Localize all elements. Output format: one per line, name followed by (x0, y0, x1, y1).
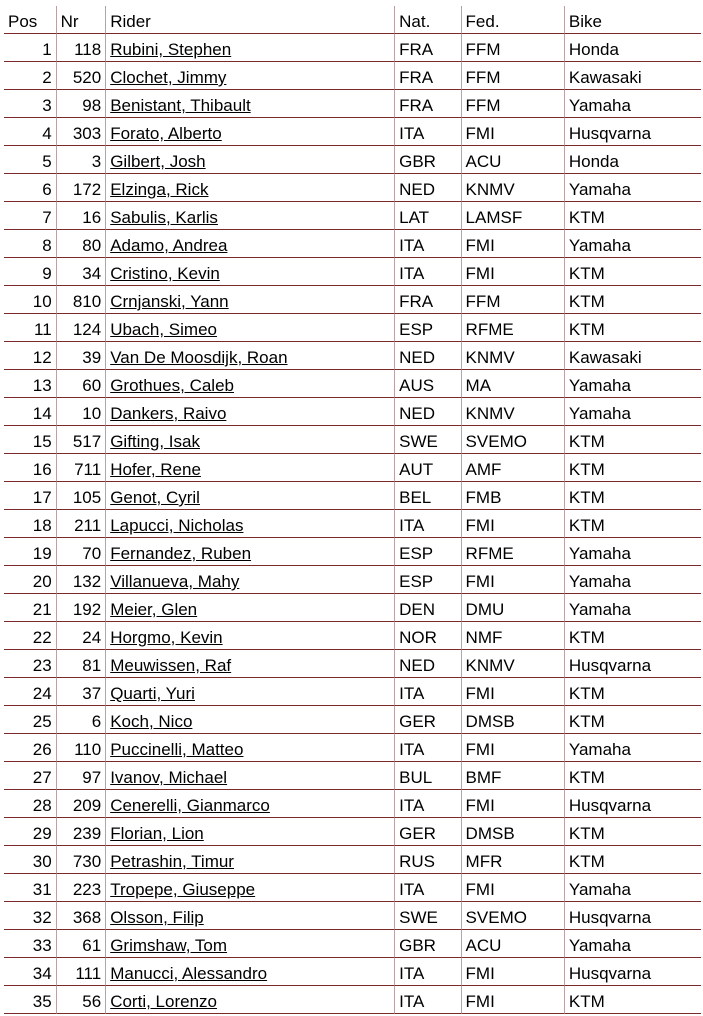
nation-cell: AUS (394, 370, 460, 398)
bike-cell: KTM (564, 510, 701, 538)
nation-cell: ITA (394, 118, 460, 146)
column-header-fed: Fed. (461, 6, 564, 34)
number-cell: 730 (56, 846, 106, 874)
nation-cell: BEL (394, 482, 460, 510)
bike-cell: KTM (564, 706, 701, 734)
table-row (4, 370, 701, 398)
rider-cell (105, 818, 394, 846)
rider-cell (105, 314, 394, 342)
bike-cell: Kawasaki (564, 62, 701, 90)
position-cell: 28 (4, 790, 56, 818)
federation-cell: FMI (461, 118, 564, 146)
number-cell: 303 (56, 118, 106, 146)
nation-cell: SWE (394, 902, 460, 930)
bike-cell: Yamaha (564, 230, 701, 258)
position-cell: 30 (4, 846, 56, 874)
nation-cell: ITA (394, 986, 460, 1014)
column-header-rider: Rider (105, 6, 394, 34)
rider-link[interactable]: Horgmo, Kevin (110, 628, 223, 647)
number-cell: 105 (56, 482, 106, 510)
position-cell: 3 (4, 90, 56, 118)
table-row (4, 118, 701, 146)
nation-cell: LAT (394, 202, 460, 230)
bike-cell: Husqvarna (564, 650, 701, 678)
number-cell: 192 (56, 594, 106, 622)
nation-cell: NED (394, 650, 460, 678)
number-cell: 211 (56, 510, 106, 538)
nation-cell: ITA (394, 258, 460, 286)
rider-link[interactable]: Van De Moosdijk, Roan (110, 348, 288, 367)
nation-cell: GBR (394, 930, 460, 958)
number-cell: 24 (56, 622, 106, 650)
bike-cell: Yamaha (564, 538, 701, 566)
rider-link[interactable]: Puccinelli, Matteo (110, 740, 244, 759)
rider-link[interactable]: Benistant, Thibault (110, 96, 251, 115)
rider-cell (105, 454, 394, 482)
number-cell: 239 (56, 818, 106, 846)
table-row (4, 398, 701, 426)
federation-cell: FMI (461, 258, 564, 286)
rider-cell (105, 118, 394, 146)
table-row (4, 202, 701, 230)
position-cell: 23 (4, 650, 56, 678)
rider-cell (105, 342, 394, 370)
rider-cell (105, 258, 394, 286)
rider-link[interactable]: Fernandez, Ruben (110, 544, 252, 563)
rider-cell (105, 370, 394, 398)
number-cell: 209 (56, 790, 106, 818)
federation-cell: AMF (461, 454, 564, 482)
rider-link[interactable]: Adamo, Andrea (110, 236, 228, 255)
column-header-bike: Bike (564, 6, 701, 34)
table-row (4, 874, 701, 902)
federation-cell: FFM (461, 34, 564, 62)
nation-cell: RUS (394, 846, 460, 874)
bike-cell: Yamaha (564, 90, 701, 118)
rider-link[interactable]: Elzinga, Rick (110, 180, 209, 199)
rider-link[interactable]: Clochet, Jimmy (110, 68, 227, 87)
rider-cell (105, 930, 394, 958)
rider-link[interactable]: Corti, Lorenzo (110, 992, 217, 1011)
federation-cell: FMI (461, 510, 564, 538)
nation-cell: ITA (394, 958, 460, 986)
table-row (4, 230, 701, 258)
nation-cell: AUT (394, 454, 460, 482)
rider-link[interactable]: Koch, Nico (110, 712, 193, 731)
rider-link[interactable]: Manucci, Alessandro (110, 964, 268, 983)
rider-cell (105, 734, 394, 762)
table-row (4, 510, 701, 538)
federation-cell: FFM (461, 90, 564, 118)
rider-link[interactable]: Villanueva, Mahy (110, 572, 240, 591)
federation-cell: RFME (461, 538, 564, 566)
table-row (4, 174, 701, 202)
table-row (4, 846, 701, 874)
rider-link[interactable]: Dankers, Raivo (110, 404, 227, 423)
position-cell: 6 (4, 174, 56, 202)
rider-link[interactable]: Gifting, Isak (110, 432, 200, 451)
nation-cell: ESP (394, 538, 460, 566)
federation-cell: FMI (461, 566, 564, 594)
rider-cell (105, 90, 394, 118)
rider-link[interactable]: Quarti, Yuri (110, 684, 195, 703)
bike-cell: KTM (564, 454, 701, 482)
position-cell: 24 (4, 678, 56, 706)
rider-cell (105, 846, 394, 874)
federation-cell: SVEMO (461, 902, 564, 930)
federation-cell: ACU (461, 930, 564, 958)
results-table (4, 6, 701, 1014)
rider-link[interactable]: Forato, Alberto (110, 124, 222, 143)
rider-link[interactable]: Meuwissen, Raf (110, 656, 232, 675)
bike-cell: Yamaha (564, 370, 701, 398)
federation-cell: NMF (461, 622, 564, 650)
position-cell: 21 (4, 594, 56, 622)
bike-cell: Yamaha (564, 930, 701, 958)
number-cell: 517 (56, 426, 106, 454)
nation-cell: NED (394, 174, 460, 202)
rider-cell (105, 706, 394, 734)
position-cell: 1 (4, 34, 56, 62)
number-cell: 37 (56, 678, 106, 706)
federation-cell: ACU (461, 146, 564, 174)
position-cell: 32 (4, 902, 56, 930)
rider-cell (105, 874, 394, 902)
rider-cell (105, 986, 394, 1014)
position-cell: 2 (4, 62, 56, 90)
federation-cell: SVEMO (461, 426, 564, 454)
federation-cell: FMI (461, 986, 564, 1014)
rider-link[interactable]: Grimshaw, Tom (110, 936, 228, 955)
nation-cell: NED (394, 342, 460, 370)
bike-cell: Yamaha (564, 874, 701, 902)
rider-cell (105, 678, 394, 706)
federation-cell: DMSB (461, 818, 564, 846)
federation-cell: FMI (461, 734, 564, 762)
federation-cell: DMSB (461, 706, 564, 734)
position-cell: 8 (4, 230, 56, 258)
number-cell: 60 (56, 370, 106, 398)
nation-cell: ESP (394, 566, 460, 594)
number-cell: 16 (56, 202, 106, 230)
rider-cell (105, 594, 394, 622)
number-cell: 10 (56, 398, 106, 426)
bike-cell: Husqvarna (564, 902, 701, 930)
rider-cell (105, 650, 394, 678)
federation-cell: KNMV (461, 650, 564, 678)
table-row (4, 902, 701, 930)
rider-link[interactable]: Ubach, Simeo (110, 320, 217, 339)
nation-cell: FRA (394, 62, 460, 90)
number-cell: 172 (56, 174, 106, 202)
position-cell: 4 (4, 118, 56, 146)
table-row (4, 62, 701, 90)
rider-link[interactable]: Gilbert, Josh (110, 152, 206, 171)
bike-cell: KTM (564, 622, 701, 650)
rider-link[interactable]: Cenerelli, Gianmarco (110, 796, 270, 815)
position-cell: 35 (4, 986, 56, 1014)
position-cell: 20 (4, 566, 56, 594)
federation-cell: KNMV (461, 342, 564, 370)
table-row (4, 958, 701, 986)
table-row (4, 986, 701, 1014)
federation-cell: FMI (461, 790, 564, 818)
nation-cell: GER (394, 818, 460, 846)
number-cell: 110 (56, 734, 106, 762)
number-cell: 39 (56, 342, 106, 370)
nation-cell: ITA (394, 510, 460, 538)
column-header-pos: Pos (4, 6, 56, 34)
position-cell: 10 (4, 286, 56, 314)
federation-cell: KNMV (461, 398, 564, 426)
rider-cell (105, 174, 394, 202)
position-cell: 31 (4, 874, 56, 902)
position-cell: 27 (4, 762, 56, 790)
bike-cell: Yamaha (564, 734, 701, 762)
nation-cell: SWE (394, 426, 460, 454)
rider-link[interactable]: Tropepe, Giuseppe (110, 880, 256, 899)
rider-link[interactable]: Florian, Lion (110, 824, 204, 843)
rider-cell (105, 202, 394, 230)
table-row (4, 342, 701, 370)
position-cell: 15 (4, 426, 56, 454)
table-row (4, 482, 701, 510)
federation-cell: FMI (461, 958, 564, 986)
rider-cell (105, 230, 394, 258)
nation-cell: FRA (394, 286, 460, 314)
bike-cell: KTM (564, 846, 701, 874)
position-cell: 29 (4, 818, 56, 846)
bike-cell: Husqvarna (564, 118, 701, 146)
rider-link[interactable]: Grothues, Caleb (110, 376, 234, 395)
table-row (4, 762, 701, 790)
federation-cell: FFM (461, 62, 564, 90)
nation-cell: FRA (394, 90, 460, 118)
bike-cell: KTM (564, 426, 701, 454)
nation-cell: FRA (394, 34, 460, 62)
rider-link[interactable]: Ivanov, Michael (110, 768, 228, 787)
position-cell: 12 (4, 342, 56, 370)
bike-cell: KTM (564, 818, 701, 846)
table-row (4, 818, 701, 846)
position-cell: 9 (4, 258, 56, 286)
table-row (4, 930, 701, 958)
position-cell: 34 (4, 958, 56, 986)
table-row (4, 314, 701, 342)
number-cell: 520 (56, 62, 106, 90)
position-cell: 7 (4, 202, 56, 230)
number-cell: 118 (56, 34, 106, 62)
number-cell: 132 (56, 566, 106, 594)
nation-cell: GER (394, 706, 460, 734)
nation-cell: DEN (394, 594, 460, 622)
header-row (4, 6, 701, 34)
nation-cell: GBR (394, 146, 460, 174)
number-cell: 111 (56, 958, 106, 986)
rider-cell (105, 622, 394, 650)
table-row (4, 34, 701, 62)
position-cell: 5 (4, 146, 56, 174)
number-cell: 98 (56, 90, 106, 118)
number-cell: 3 (56, 146, 106, 174)
table-row (4, 454, 701, 482)
number-cell: 81 (56, 650, 106, 678)
position-cell: 19 (4, 538, 56, 566)
rider-link[interactable]: Meier, Glen (110, 600, 198, 619)
nation-cell: ESP (394, 314, 460, 342)
number-cell: 56 (56, 986, 106, 1014)
bike-cell: Yamaha (564, 398, 701, 426)
position-cell: 33 (4, 930, 56, 958)
results-table-head (4, 6, 701, 34)
federation-cell: MFR (461, 846, 564, 874)
number-cell: 61 (56, 930, 106, 958)
nation-cell: ITA (394, 790, 460, 818)
bike-cell: Honda (564, 146, 701, 174)
rider-link[interactable]: Crnjanski, Yann (110, 292, 229, 311)
bike-cell: KTM (564, 986, 701, 1014)
bike-cell: Yamaha (564, 174, 701, 202)
rider-cell (105, 566, 394, 594)
federation-cell: FMI (461, 230, 564, 258)
federation-cell: RFME (461, 314, 564, 342)
federation-cell: FMB (461, 482, 564, 510)
rider-link[interactable]: Sabulis, Karlis (110, 208, 218, 227)
bike-cell: Yamaha (564, 594, 701, 622)
column-header-nat: Nat. (394, 6, 460, 34)
table-row (4, 538, 701, 566)
rider-link[interactable]: Cristino, Kevin (110, 264, 220, 283)
number-cell: 711 (56, 454, 106, 482)
table-row (4, 146, 701, 174)
nation-cell: BUL (394, 762, 460, 790)
bike-cell: Husqvarna (564, 790, 701, 818)
nation-cell: NOR (394, 622, 460, 650)
federation-cell: KNMV (461, 174, 564, 202)
rider-cell (105, 902, 394, 930)
number-cell: 368 (56, 902, 106, 930)
position-cell: 11 (4, 314, 56, 342)
number-cell: 6 (56, 706, 106, 734)
rider-cell (105, 510, 394, 538)
table-row (4, 622, 701, 650)
number-cell: 34 (56, 258, 106, 286)
rider-cell (105, 426, 394, 454)
nation-cell: NED (394, 398, 460, 426)
rider-cell (105, 34, 394, 62)
position-cell: 16 (4, 454, 56, 482)
federation-cell: FMI (461, 678, 564, 706)
bike-cell: KTM (564, 482, 701, 510)
table-row (4, 706, 701, 734)
rider-cell (105, 790, 394, 818)
bike-cell: KTM (564, 286, 701, 314)
position-cell: 18 (4, 510, 56, 538)
number-cell: 80 (56, 230, 106, 258)
rider-link[interactable]: Genot, Cyril (110, 488, 200, 507)
federation-cell: FFM (461, 286, 564, 314)
results-table-body (4, 34, 701, 1014)
table-row (4, 566, 701, 594)
number-cell: 223 (56, 874, 106, 902)
rider-link[interactable]: Olsson, Filip (110, 908, 204, 927)
table-row (4, 734, 701, 762)
rider-cell (105, 146, 394, 174)
table-row (4, 286, 701, 314)
number-cell: 124 (56, 314, 106, 342)
rider-cell (105, 538, 394, 566)
position-cell: 13 (4, 370, 56, 398)
rider-cell (105, 762, 394, 790)
rider-cell (105, 286, 394, 314)
position-cell: 25 (4, 706, 56, 734)
position-cell: 17 (4, 482, 56, 510)
nation-cell: ITA (394, 874, 460, 902)
rider-link[interactable]: Petrashin, Timur (110, 852, 234, 871)
bike-cell: Husqvarna (564, 958, 701, 986)
table-row (4, 678, 701, 706)
bike-cell: KTM (564, 258, 701, 286)
position-cell: 26 (4, 734, 56, 762)
position-cell: 14 (4, 398, 56, 426)
bike-cell: Honda (564, 34, 701, 62)
federation-cell: BMF (461, 762, 564, 790)
bike-cell: KTM (564, 314, 701, 342)
bike-cell: Kawasaki (564, 342, 701, 370)
table-row (4, 426, 701, 454)
number-cell: 97 (56, 762, 106, 790)
table-row (4, 258, 701, 286)
nation-cell: ITA (394, 678, 460, 706)
table-row (4, 790, 701, 818)
nation-cell: ITA (394, 734, 460, 762)
table-row (4, 594, 701, 622)
rider-cell (105, 958, 394, 986)
table-row (4, 650, 701, 678)
federation-cell: DMU (461, 594, 564, 622)
rider-cell (105, 62, 394, 90)
bike-cell: KTM (564, 202, 701, 230)
rider-link[interactable]: Lapucci, Nicholas (110, 516, 244, 535)
bike-cell: Yamaha (564, 566, 701, 594)
federation-cell: MA (461, 370, 564, 398)
number-cell: 810 (56, 286, 106, 314)
rider-link[interactable]: Rubini, Stephen (110, 40, 232, 59)
table-row (4, 90, 701, 118)
column-header-nr: Nr (56, 6, 106, 34)
number-cell: 70 (56, 538, 106, 566)
position-cell: 22 (4, 622, 56, 650)
rider-cell (105, 482, 394, 510)
bike-cell: KTM (564, 678, 701, 706)
federation-cell: FMI (461, 874, 564, 902)
nation-cell: ITA (394, 230, 460, 258)
rider-link[interactable]: Hofer, Rene (110, 460, 201, 479)
rider-cell (105, 398, 394, 426)
federation-cell: LAMSF (461, 202, 564, 230)
bike-cell: KTM (564, 762, 701, 790)
